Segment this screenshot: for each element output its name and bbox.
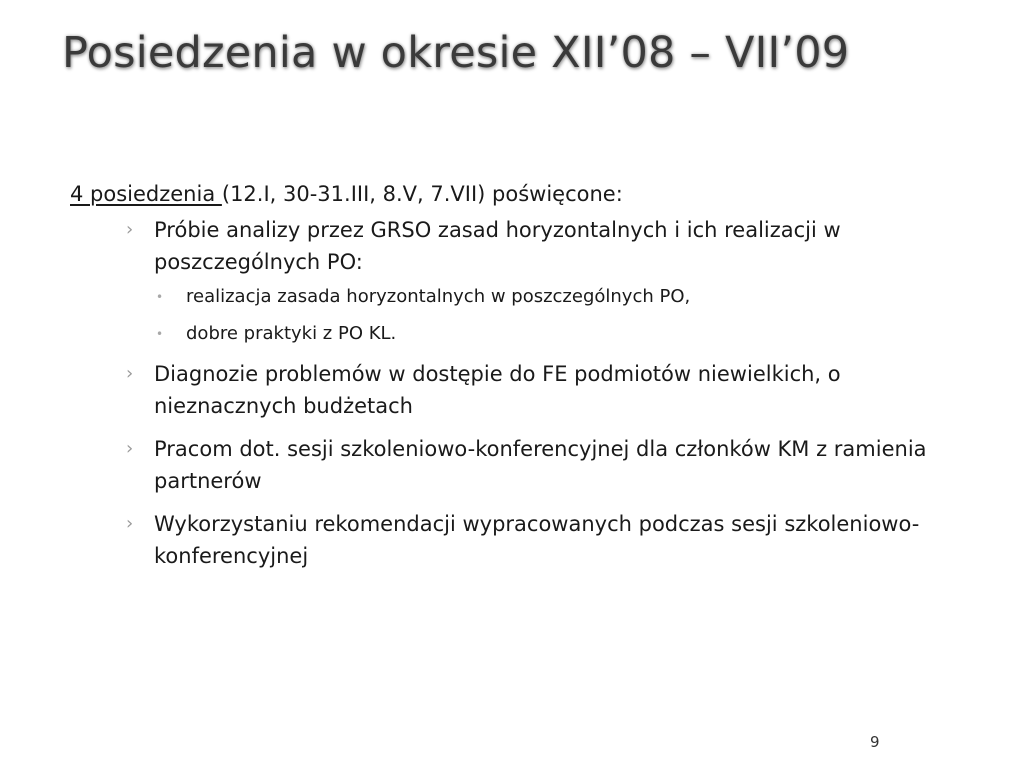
sub-bullet-item — [154, 284, 950, 310]
chevron-right-icon: › — [126, 363, 134, 384]
bullet-item — [70, 433, 950, 497]
chevron-right-icon: › — [126, 219, 134, 240]
sub-bullet-list — [154, 284, 950, 347]
bullet-text: Wykorzystaniu rekomendacji wypracowanych podczas sesji szkoleniowo-konferencyjnej — [154, 512, 920, 568]
sub-bullet-text: dobre praktyki z PO KL. — [186, 323, 397, 344]
chevron-right-icon: › — [126, 438, 134, 459]
bullet-text: Próbie analizy przez GRSO zasad horyzontalnych i ich realizacji w poszczególnych PO: — [154, 218, 841, 274]
bullet-text: Diagnozie problemów w dostępie do FE podmiotów niewielkich, o nieznacznych budżetach — [154, 362, 841, 418]
slide-content — [70, 179, 950, 583]
intro-underlined-text: 4 posiedzenia — [70, 182, 222, 206]
slide-title: Posiedzenia w okresie XII’08 – VII’09 — [62, 28, 850, 78]
bullet-list — [70, 214, 950, 572]
bullet-item — [70, 508, 950, 572]
intro-line — [70, 179, 950, 209]
bullet-item — [70, 358, 950, 422]
page-number: 9 — [870, 733, 880, 751]
intro-rest-text: (12.I, 30-31.III, 8.V, 7.VII) poświęcone: — [221, 182, 623, 206]
chevron-right-icon: › — [126, 513, 134, 534]
sub-bullet-item — [154, 321, 950, 347]
sub-bullet-text: realizacja zasada horyzontalnych w poszczególnych PO, — [186, 286, 691, 307]
dot-icon: • — [156, 290, 164, 304]
bullet-text: Pracom dot. sesji szkoleniowo-konferencyjnej dla członków KM z ramienia partnerów — [154, 437, 927, 493]
bullet-item — [70, 214, 950, 347]
dot-icon: • — [156, 327, 164, 341]
